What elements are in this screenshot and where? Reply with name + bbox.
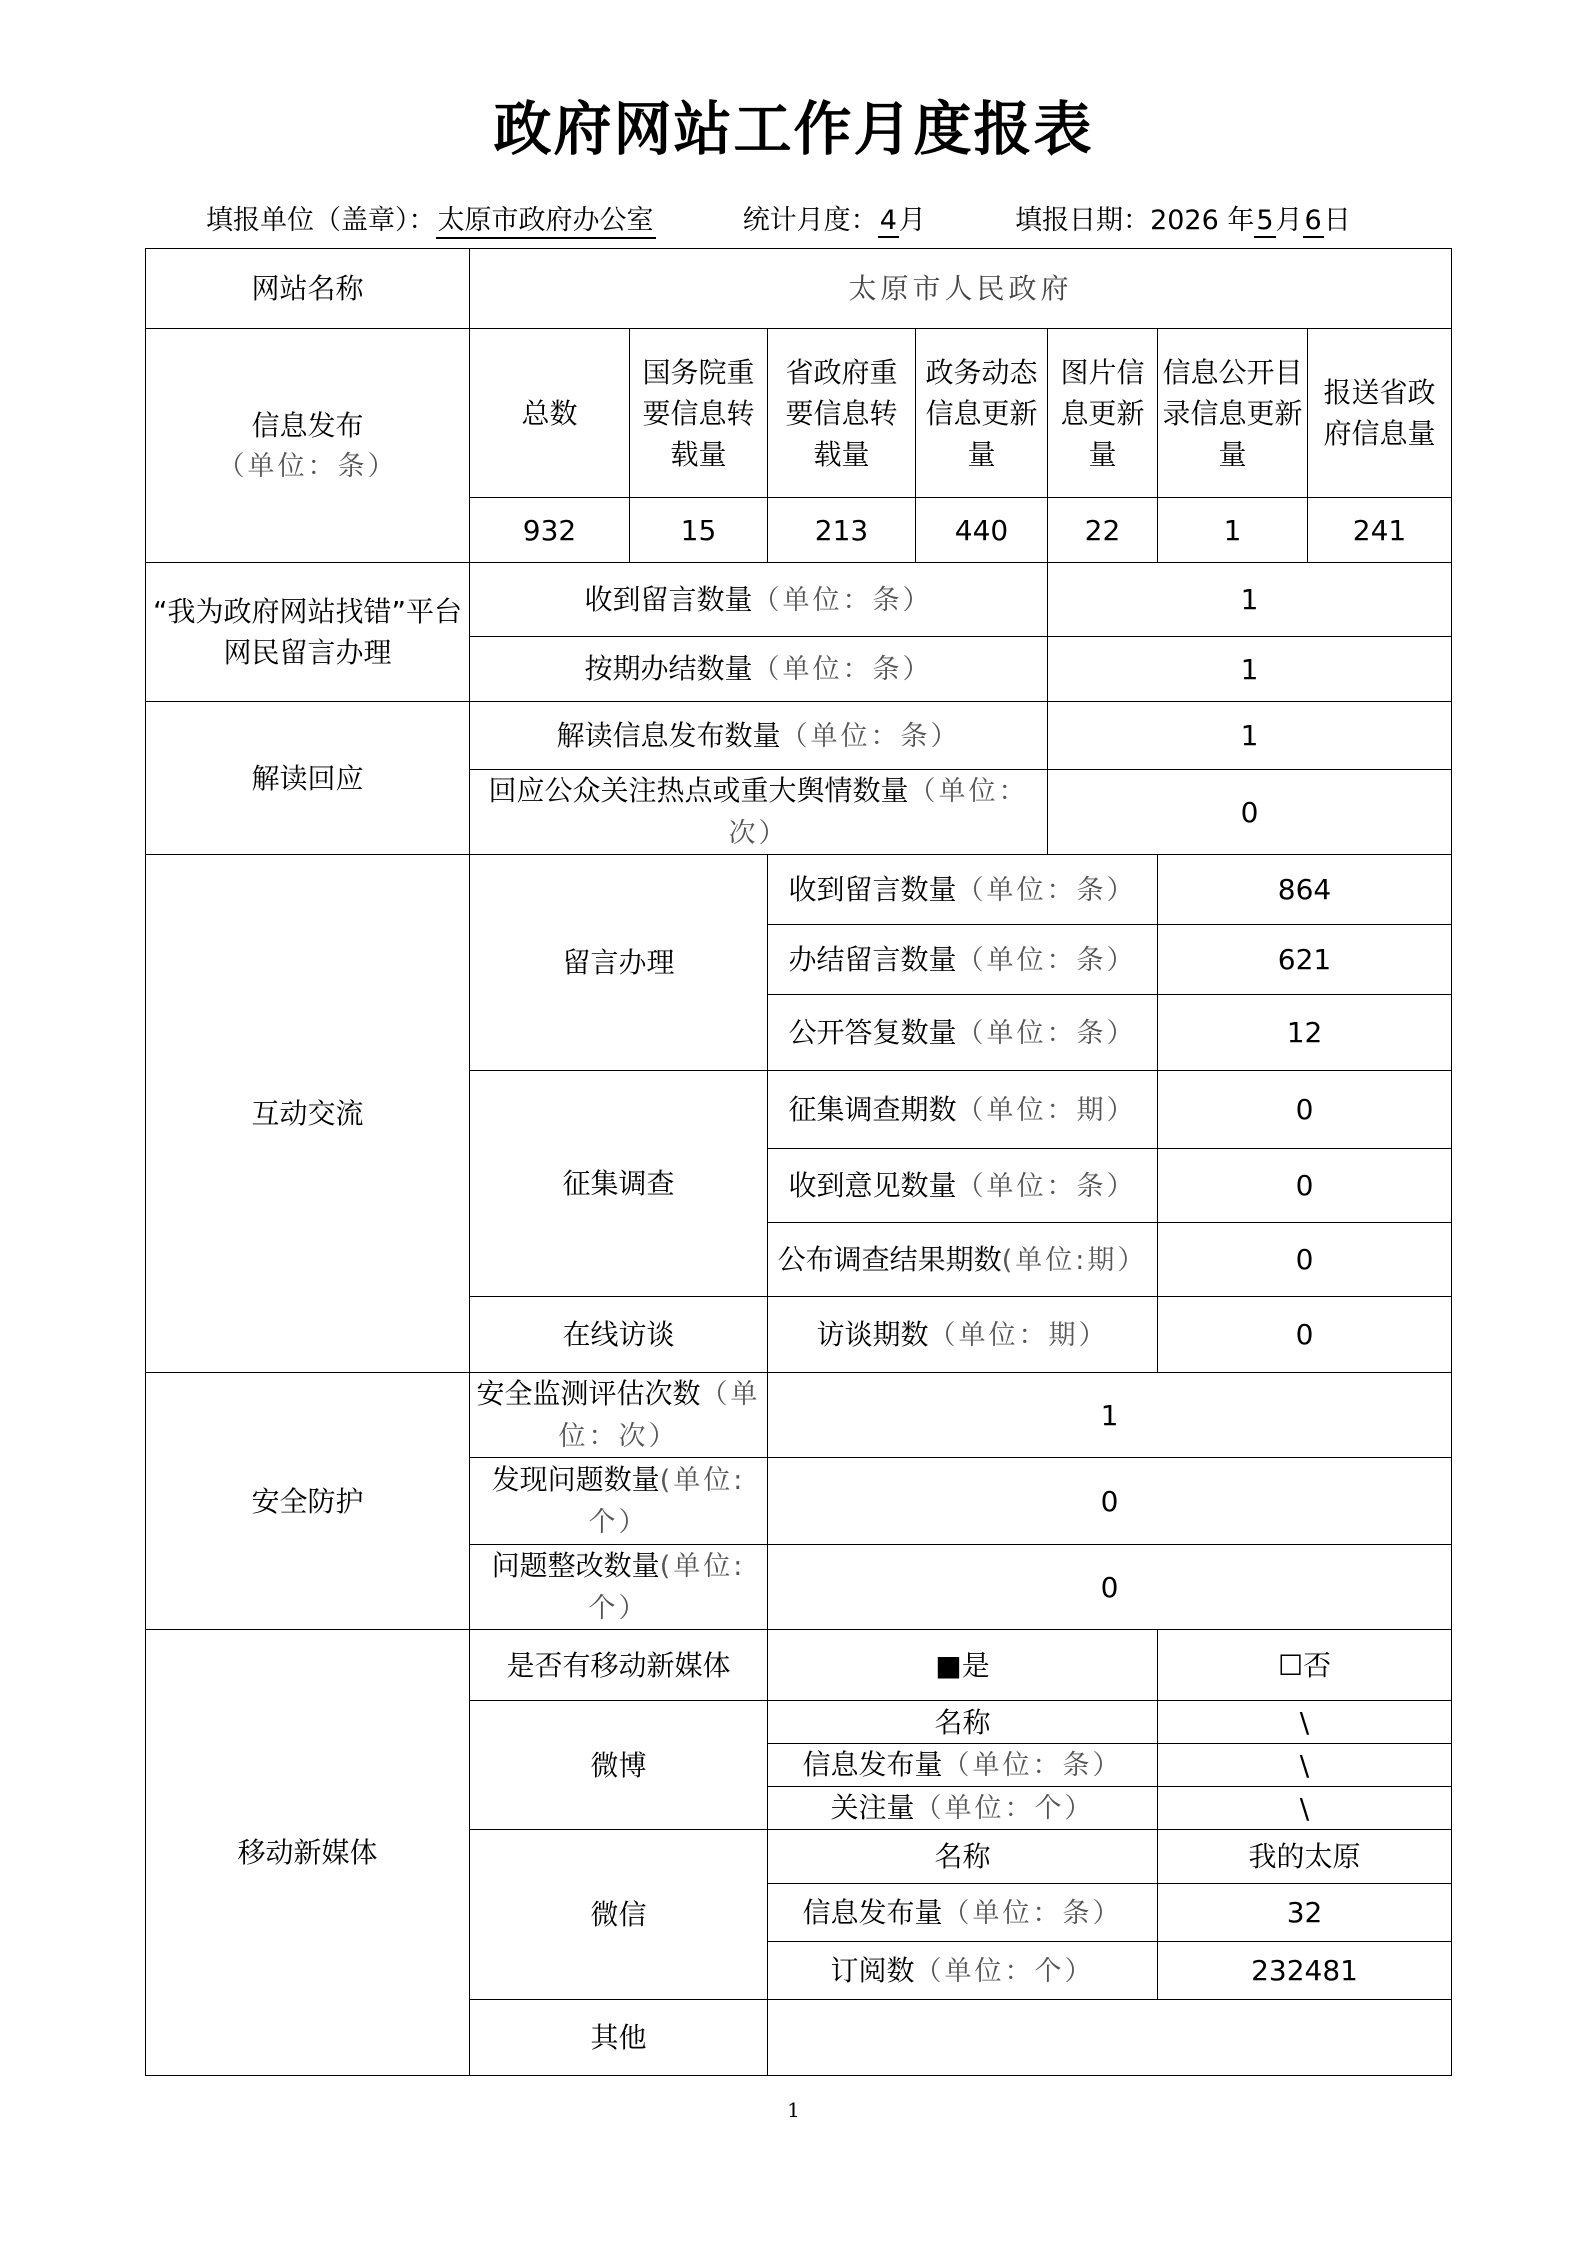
- media-other-value: [768, 2000, 1452, 2076]
- survey-results-unit: (单位:期）: [1001, 1244, 1148, 1276]
- security-label: 安全防护: [146, 1373, 470, 1630]
- security-found-text: 发现问题数量: [491, 1463, 660, 1496]
- online-periods-unit: （单位：期）: [928, 1319, 1109, 1351]
- date-day-suffix: 日: [1323, 205, 1351, 236]
- msg-received-text: 收到留言数量: [788, 872, 957, 906]
- msg-done-label: [768, 925, 1158, 995]
- survey-results-label: [768, 1223, 1158, 1297]
- media-no-checkbox[interactable]: ☐否: [1158, 1630, 1452, 1701]
- security-fixed-value: 0: [768, 1545, 1452, 1630]
- security-fixed-label: [470, 1545, 768, 1630]
- info-value-pictures: 22: [1048, 498, 1158, 563]
- survey-opinions-text: 收到意见数量: [788, 1168, 957, 1202]
- weibo-label: 微博: [470, 1701, 768, 1830]
- online-periods-text: 访谈期数: [816, 1317, 929, 1351]
- media-has-label: 是否有移动新媒体: [470, 1630, 768, 1701]
- interpret-response-unit: （单位：次）: [728, 776, 1029, 849]
- security-found-value: 0: [768, 1458, 1452, 1545]
- page-number: 1: [787, 2098, 800, 2122]
- findbug-label: “我为政府网站找错”平台网民留言办理: [146, 563, 470, 702]
- date-year: 2026 年: [1150, 205, 1255, 236]
- wechat-name-text: 名称: [934, 1840, 991, 1873]
- interpret-label: 解读回应: [146, 702, 470, 855]
- interpret-release-unit: （单位：条）: [780, 720, 961, 752]
- msg-public-unit: （单位：条）: [956, 1017, 1137, 1049]
- interpret-release-value: 1: [1048, 702, 1452, 770]
- wechat-name-value: 我的太原: [1158, 1830, 1452, 1884]
- security-found-label: [470, 1458, 768, 1545]
- wechat-subscribers-text: 订阅数: [830, 1953, 915, 1987]
- weibo-name-value: \: [1158, 1701, 1452, 1744]
- findbug-ontime-value: 1: [1048, 637, 1452, 702]
- security-monitor-text: 安全监测评估次数: [476, 1377, 701, 1410]
- findbug-received-text: 收到留言数量: [584, 582, 753, 616]
- security-monitor-unit: （单位：次）: [558, 1379, 761, 1452]
- info-header-submitted: 报送省政府信息量: [1308, 329, 1452, 498]
- survey-label: 征集调查: [470, 1071, 768, 1297]
- info-value-catalog: 1: [1158, 498, 1308, 563]
- weibo-name-label: [768, 1701, 1158, 1744]
- weibo-followers-text: 关注量: [830, 1791, 915, 1824]
- info-header-province: 省政府重要信息转载量: [768, 329, 916, 498]
- survey-results-text: 公布调查结果期数: [777, 1242, 1002, 1276]
- msg-public-text: 公开答复数量: [788, 1015, 957, 1049]
- unit-label: 填报单位（盖章）：: [206, 205, 436, 236]
- msg-done-value: 621: [1158, 925, 1452, 995]
- survey-opinions-value: 0: [1158, 1149, 1452, 1223]
- security-fixed-unit: (单位:个）: [588, 1551, 746, 1624]
- msg-handling-label: 留言办理: [470, 855, 768, 1071]
- date-month-suffix: 月: [1275, 205, 1303, 236]
- msg-received-label: [768, 855, 1158, 925]
- survey-periods-text: 征集调查期数: [788, 1092, 957, 1126]
- msg-received-value: 864: [1158, 855, 1452, 925]
- wechat-posts-unit: （单位：条）: [942, 1897, 1123, 1929]
- online-interview-label: 在线访谈: [470, 1297, 768, 1373]
- survey-periods-label: [768, 1071, 1158, 1149]
- report-table: [145, 248, 1452, 2076]
- findbug-received-unit: （单位：条）: [752, 584, 933, 616]
- msg-public-label: [768, 995, 1158, 1071]
- info-value-total: 932: [470, 498, 630, 563]
- weibo-posts-label: [768, 1744, 1158, 1787]
- survey-periods-value: 0: [1158, 1071, 1452, 1149]
- info-value-province: 213: [768, 498, 916, 563]
- info-header-catalog: 信息公开目录信息更新量: [1158, 329, 1308, 498]
- date-label: 填报日期：: [1015, 205, 1151, 236]
- info-value-gov-news: 440: [916, 498, 1048, 563]
- security-monitor-label: [470, 1373, 768, 1458]
- weibo-name-text: 名称: [934, 1705, 991, 1739]
- survey-results-value: 0: [1158, 1223, 1452, 1297]
- media-other-label: 其他: [470, 2000, 768, 2076]
- unit-value: 太原市政府办公室: [436, 198, 656, 239]
- msg-public-value: 12: [1158, 995, 1452, 1071]
- month-label: 统计月度：: [742, 205, 878, 236]
- weibo-followers-label: [768, 1787, 1158, 1830]
- security-fixed-text: 问题整改数量: [491, 1549, 660, 1582]
- msg-received-unit: （单位：条）: [956, 874, 1137, 906]
- interpret-release-text: 解读信息发布数量: [556, 718, 781, 752]
- interpret-response-text: 回应公众关注热点或重大舆情数量: [488, 774, 909, 807]
- msg-done-unit: （单位：条）: [956, 944, 1137, 976]
- findbug-received-value: 1: [1048, 563, 1452, 637]
- info-release-title: 信息发布: [251, 408, 364, 442]
- survey-periods-unit: （单位：期）: [956, 1094, 1137, 1126]
- date-day: 6: [1304, 205, 1322, 236]
- report-title: 政府网站工作月度报表: [493, 95, 1094, 163]
- wechat-subscribers-unit: （单位：个）: [914, 1955, 1095, 1987]
- interpret-release-label: [470, 702, 1048, 770]
- site-name-label: 网站名称: [146, 249, 470, 329]
- findbug-ontime-unit: （单位：条）: [752, 654, 933, 685]
- interpret-response-label: [470, 770, 1048, 855]
- wechat-name-label: [768, 1830, 1158, 1884]
- online-periods-label: [768, 1297, 1158, 1373]
- wechat-posts-value: 32: [1158, 1884, 1452, 1942]
- media-yes-checkbox[interactable]: ■是: [768, 1630, 1158, 1701]
- security-found-unit: (单位:个）: [588, 1465, 746, 1538]
- wechat-subscribers-value: 232481: [1158, 1942, 1452, 2000]
- findbug-received-label: [470, 563, 1048, 637]
- findbug-ontime-label: [470, 637, 1048, 702]
- info-header-gov-news: 政务动态信息更新量: [916, 329, 1048, 498]
- month-value: 4: [879, 205, 897, 236]
- survey-opinions-label: [768, 1149, 1158, 1223]
- weibo-posts-unit: （单位：条）: [942, 1750, 1123, 1781]
- findbug-ontime-text: 按期办结数量: [584, 652, 753, 685]
- msg-done-text: 办结留言数量: [788, 942, 957, 976]
- security-monitor-value: 1: [768, 1373, 1452, 1458]
- interact-label: 互动交流: [146, 855, 470, 1373]
- info-release-label: [146, 329, 470, 563]
- media-label: 移动新媒体: [146, 1630, 470, 2076]
- report-meta: [206, 198, 1351, 239]
- info-header-total: 总数: [470, 329, 630, 498]
- survey-opinions-unit: （单位：条）: [956, 1170, 1137, 1202]
- online-periods-value: 0: [1158, 1297, 1452, 1373]
- wechat-posts-text: 信息发布量: [802, 1895, 943, 1929]
- info-header-pictures: 图片信息更新量: [1048, 329, 1158, 498]
- wechat-label: 微信: [470, 1830, 768, 2000]
- date-month: 5: [1256, 205, 1274, 236]
- interpret-response-value: 0: [1048, 770, 1452, 855]
- weibo-posts-value: \: [1158, 1744, 1452, 1787]
- info-header-state-council: 国务院重要信息转载量: [630, 329, 768, 498]
- info-value-submitted: 241: [1308, 498, 1452, 563]
- weibo-followers-value: \: [1158, 1787, 1452, 1830]
- site-name-value: 太原市人民政府: [470, 249, 1452, 329]
- weibo-followers-unit: （单位：个）: [914, 1793, 1095, 1824]
- info-release-unit: （单位：条）: [217, 450, 398, 482]
- weibo-posts-text: 信息发布量: [802, 1748, 943, 1781]
- wechat-posts-label: [768, 1884, 1158, 1942]
- month-suffix: 月: [898, 205, 926, 236]
- info-value-state-council: 15: [630, 498, 768, 563]
- wechat-subscribers-label: [768, 1942, 1158, 2000]
